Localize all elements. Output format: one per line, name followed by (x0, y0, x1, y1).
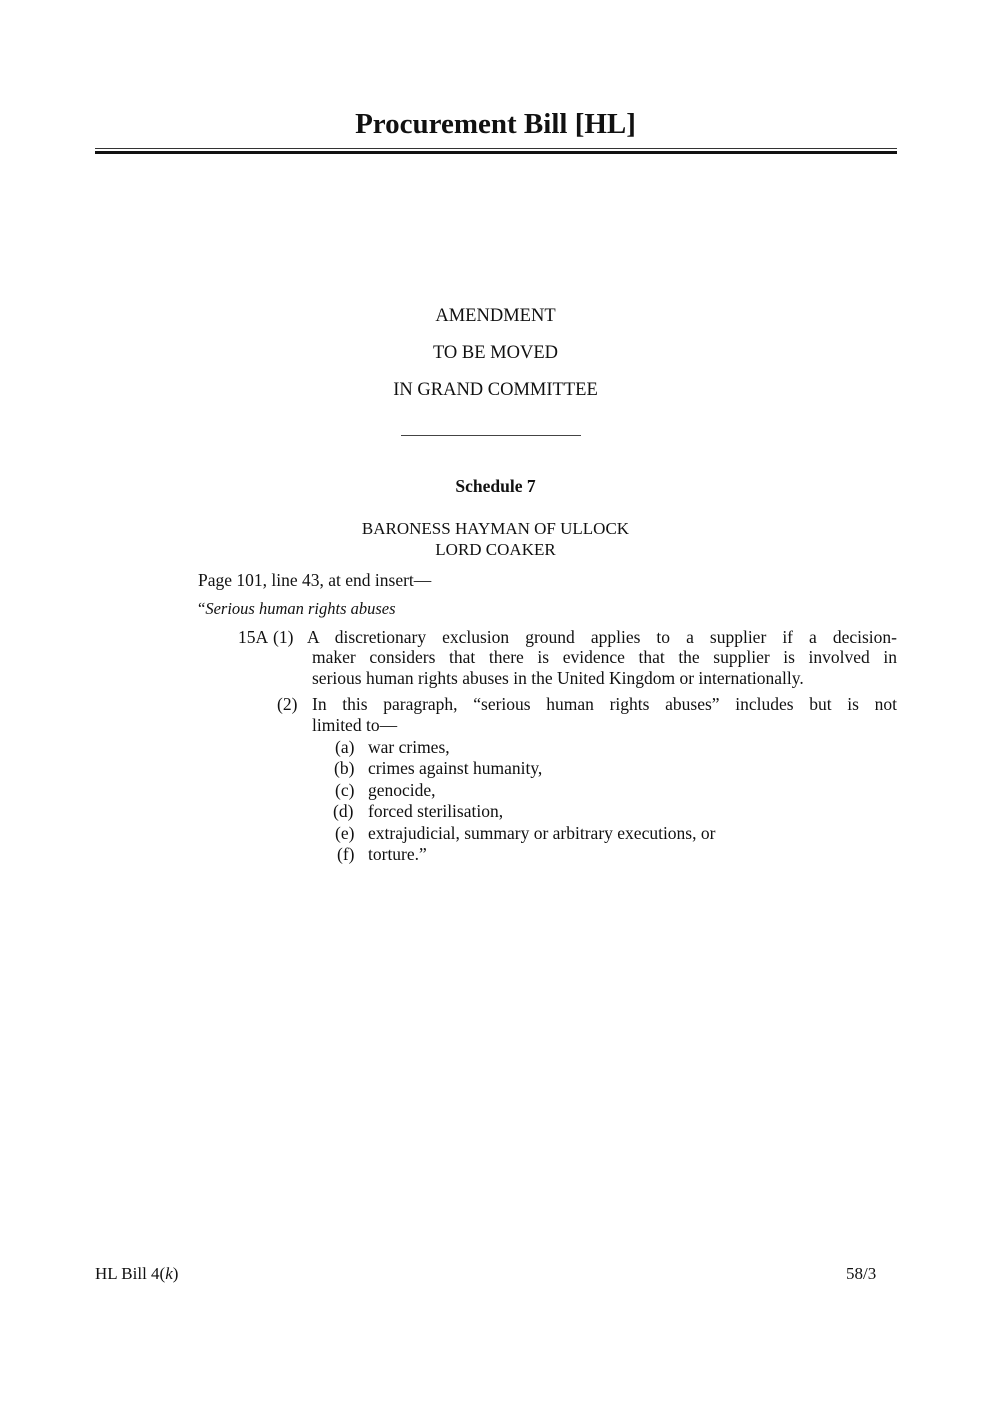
item-c-label: (c) (335, 780, 355, 800)
subparagraph-2-line-1: In this paragraph, “serious human rights abuses” includes but is not (312, 694, 897, 714)
amendment-location: Page 101, line 43, at end insert— (198, 570, 432, 590)
subparagraph-1-line-1: A discretionary exclusion ground applies to a supplier if a decision- (307, 627, 897, 647)
heading-divider (401, 435, 581, 436)
subparagraph-1-line-3: serious human rights abuses in the United Kingdom or internationally. (312, 668, 804, 688)
subparagraph-1-number: (1) (273, 627, 294, 647)
heading-amendment: AMENDMENT (435, 306, 556, 326)
item-f-text: torture.” (368, 844, 427, 864)
page-reference: 58/3 (846, 1264, 877, 1283)
title-rule-thick (95, 151, 897, 154)
item-d-label: (d) (333, 801, 354, 821)
item-e-label: (e) (335, 823, 355, 843)
subparagraph-1-line-2: maker considers that there is evidence that the supplier is involved in (312, 647, 897, 667)
paragraph-number: 15A (238, 627, 269, 647)
item-b-text: crimes against humanity, (368, 758, 543, 778)
heading-committee: IN GRAND COMMITTEE (393, 380, 598, 400)
title-rule-thin (95, 148, 897, 149)
schedule-heading: Schedule 7 (455, 476, 536, 496)
item-d-text: forced sterilisation, (368, 801, 504, 821)
page-title: Procurement Bill [HL] (355, 108, 636, 140)
heading-to-be-moved: TO BE MOVED (432, 343, 559, 363)
item-e-text: extrajudicial, summary or arbitrary executions, or (368, 823, 716, 843)
item-b-label: (b) (334, 758, 355, 778)
open-quote: “ (198, 599, 206, 618)
mover-1: BARONESS HAYMAN OF ULLOCK (361, 519, 630, 538)
item-a-text: war crimes, (368, 737, 450, 757)
subparagraph-2-number: (2) (277, 694, 298, 714)
cross-heading (198, 598, 396, 619)
bill-reference: HL Bill 4(k) (95, 1264, 179, 1283)
mover-2: LORD COAKER (435, 540, 556, 559)
item-c-text: genocide, (368, 780, 436, 800)
subparagraph-2-line-2: limited to— (312, 715, 398, 735)
cross-heading-text: Serious human rights abuses (205, 599, 396, 618)
item-f-label: (f) (337, 844, 355, 864)
item-a-label: (a) (335, 737, 355, 757)
